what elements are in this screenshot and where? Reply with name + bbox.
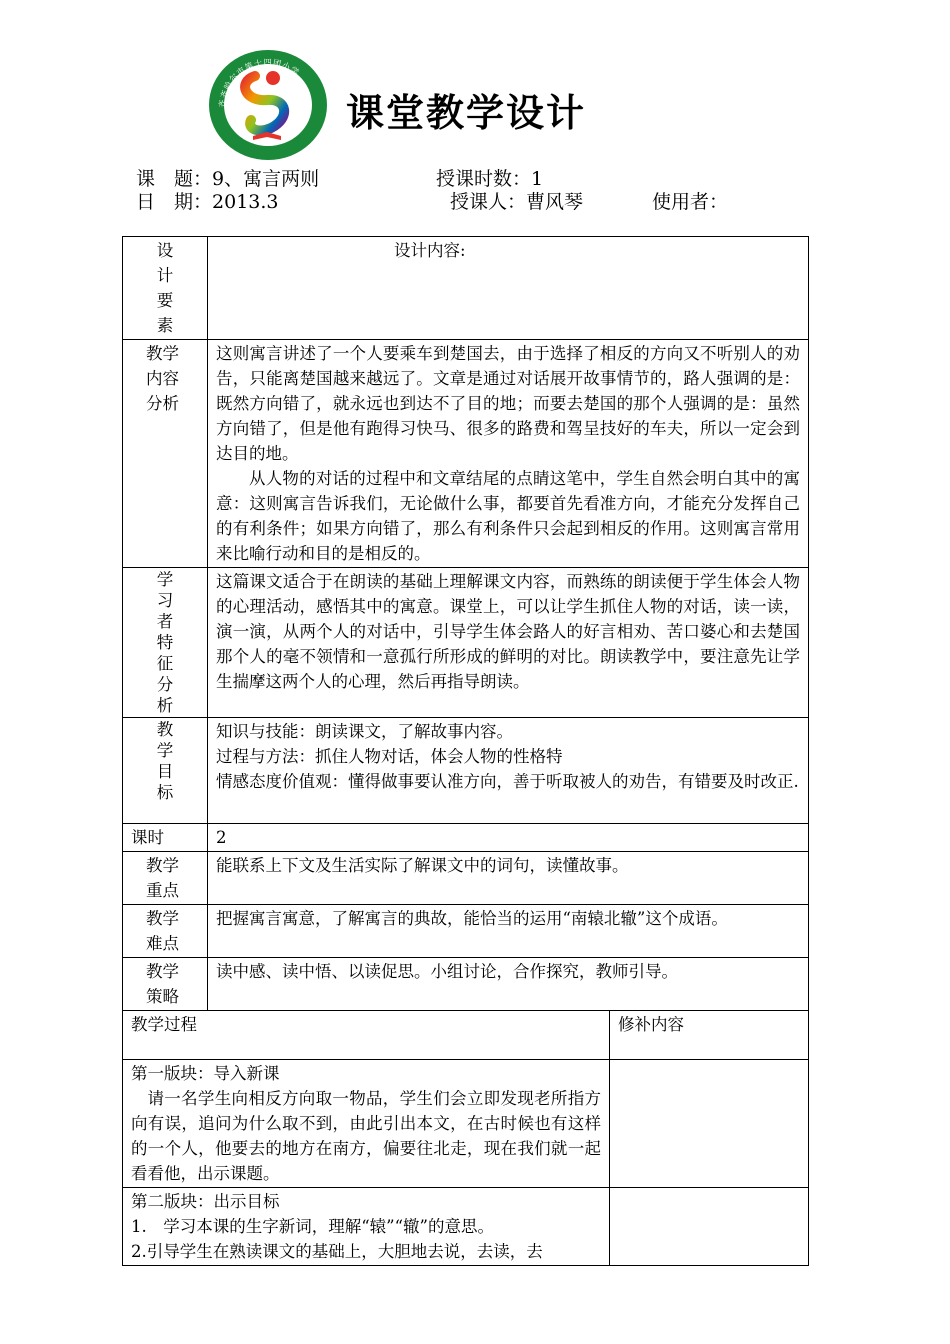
hours-row-value-cell bbox=[208, 824, 809, 852]
strategy-label: 教学策略 bbox=[146, 962, 180, 1006]
block2-item: 1. 学习本课的生字新词，理解“辕”“辙”的意思。 bbox=[131, 1217, 494, 1236]
design-content-label: 设计内容: bbox=[394, 241, 466, 260]
key-points-text: 能联系上下文及生活实际了解课文中的词句，读懂故事。 bbox=[216, 856, 629, 875]
revision-label: 修补内容 bbox=[618, 1015, 684, 1034]
table-row bbox=[123, 852, 809, 905]
table-row bbox=[123, 1188, 809, 1266]
strategy-text: 读中感、读中悟、以读促思。小组讨论，合作探究，教师引导。 bbox=[216, 962, 678, 981]
table-row bbox=[123, 718, 809, 824]
teacher-line bbox=[450, 187, 583, 214]
content-analysis-label-cell bbox=[123, 340, 208, 568]
block1-revision-cell bbox=[610, 1060, 809, 1188]
table-row bbox=[123, 340, 809, 568]
learner-label: 学习者特征分析 bbox=[156, 570, 174, 715]
table-row bbox=[123, 237, 809, 340]
goals-cell bbox=[208, 718, 809, 824]
table-row bbox=[123, 905, 809, 958]
strategy-label-cell bbox=[123, 958, 208, 1011]
difficulties-text: 把握寓言寓意，了解寓言的典故，能恰当的运用“南辕北辙”这个成语。 bbox=[216, 909, 728, 928]
revision-header-cell bbox=[610, 1011, 809, 1060]
table-row bbox=[123, 1060, 809, 1188]
hours-row-value: 2 bbox=[216, 828, 227, 847]
teacher-label: 授课人： bbox=[450, 191, 527, 213]
lesson-design-table bbox=[122, 236, 809, 1266]
design-elements-label: 设计要素 bbox=[156, 241, 174, 335]
key-points-label: 教学重点 bbox=[146, 856, 180, 900]
content-analysis-label: 教学内容分析 bbox=[146, 344, 180, 413]
difficulties-label-cell bbox=[123, 905, 208, 958]
strategy-cell bbox=[208, 958, 809, 1011]
goal-item: 过程与方法：抓住人物对话，体会人物的性格特 bbox=[216, 747, 563, 766]
teacher-value: 曹风琴 bbox=[526, 191, 584, 213]
goals-label-cell bbox=[123, 718, 208, 824]
content-analysis-cell bbox=[208, 340, 809, 568]
key-points-cell bbox=[208, 852, 809, 905]
school-logo bbox=[207, 48, 329, 162]
design-elements-cell bbox=[123, 237, 208, 340]
key-points-label-cell bbox=[123, 852, 208, 905]
process-label: 教学过程 bbox=[131, 1015, 197, 1034]
block2-title: 第二版块：出示目标 bbox=[131, 1192, 280, 1211]
difficulties-label: 教学难点 bbox=[146, 909, 180, 953]
hours-value: 1 bbox=[531, 168, 544, 190]
hours-label: 授课时数： bbox=[436, 168, 532, 190]
block2-cell bbox=[123, 1188, 610, 1266]
block1-title: 第一版块：导入新课 bbox=[131, 1064, 280, 1083]
user-line bbox=[652, 187, 728, 214]
content-analysis-paragraph: 从人物的对话的过程中和文章结尾的点睛这笔中，学生自然会明白其中的寓意：这则寓言告诉我们，无论做什么事，都要首先看准方向，才能充分发挥自己的有利条件；如果方向错了，那么有利条件只会起到相反的作用。这则寓言常用来比喻行动和目的是相反的。 bbox=[216, 469, 800, 563]
learner-analysis-cell bbox=[208, 568, 809, 718]
hours-row-label-cell bbox=[123, 824, 208, 852]
design-content-cell bbox=[208, 237, 809, 340]
goals-label: 教学目标 bbox=[156, 720, 174, 802]
document-title: 课堂教学设计 bbox=[346, 90, 587, 135]
date-label: 日 期： bbox=[136, 191, 213, 213]
block1-text: 请一名学生向相反方向取一物品，学生们会立即发现老所指方向有误，追问为什么取不到，由此引出本文，在古时候也有这样的一个人，他要去的地方在南方，偏要往北走，现在我们就一起看看他，出示课题。 bbox=[131, 1089, 601, 1183]
table-row bbox=[123, 958, 809, 1011]
learner-analysis-text: 这篇课文适合于在朗读的基础上理解课文内容，而熟练的朗读便于学生体会人物的心理活动，感悟其中的寓意。课堂上，可以让学生抓住人物的对话，读一读，演一演，从两个人的对话中，引导学生体会路人的好言相劝、苦口婆心和去楚国那个人的毫不领情和一意孤行所形成的鲜明的对比。朗读教学中，要注意先让学生揣摩这两个人的心理，然后再指导朗读。 bbox=[216, 572, 800, 691]
user-label: 使用者： bbox=[652, 191, 729, 213]
logo-ring-text: 齐齐哈尔市第十四团小学 bbox=[217, 57, 302, 109]
goal-item: 知识与技能：朗读课文，了解故事内容。 bbox=[216, 722, 513, 741]
difficulties-cell bbox=[208, 905, 809, 958]
table-row bbox=[123, 1011, 809, 1060]
block1-cell bbox=[123, 1060, 610, 1188]
topic-label: 课 题： bbox=[136, 168, 213, 190]
topic-value: 9、寓言两则 bbox=[212, 168, 320, 190]
content-analysis-paragraph: 这则寓言讲述了一个人要乘车到楚国去，由于选择了相反的方向又不听别人的劝告，只能离楚国越来越远了。文章是通过对话展开故事情节的，路人强调的是：既然方向错了，就永远也到达不了目的地；而要去楚国的那个人强调的是：虽然方向错了，但是他有跑得习快马、很多的路费和驾呈技好的车夫，所以一定会到达目的地。 bbox=[216, 344, 800, 463]
learner-label-cell bbox=[123, 568, 208, 718]
goal-item: 情感态度价值观：懂得做事要认准方向，善于听取被人的劝告，有错要及时改正. bbox=[216, 772, 799, 791]
table-row bbox=[123, 824, 809, 852]
process-header-cell bbox=[123, 1011, 610, 1060]
block2-item: 2.引导学生在熟读课文的基础上，大胆地去说，去读，去 bbox=[131, 1242, 543, 1261]
block2-revision-cell bbox=[610, 1188, 809, 1266]
hours-row-label: 课时 bbox=[131, 828, 164, 847]
date-line bbox=[136, 187, 279, 214]
date-value: 2013.3 bbox=[212, 191, 279, 213]
table-row bbox=[123, 568, 809, 718]
